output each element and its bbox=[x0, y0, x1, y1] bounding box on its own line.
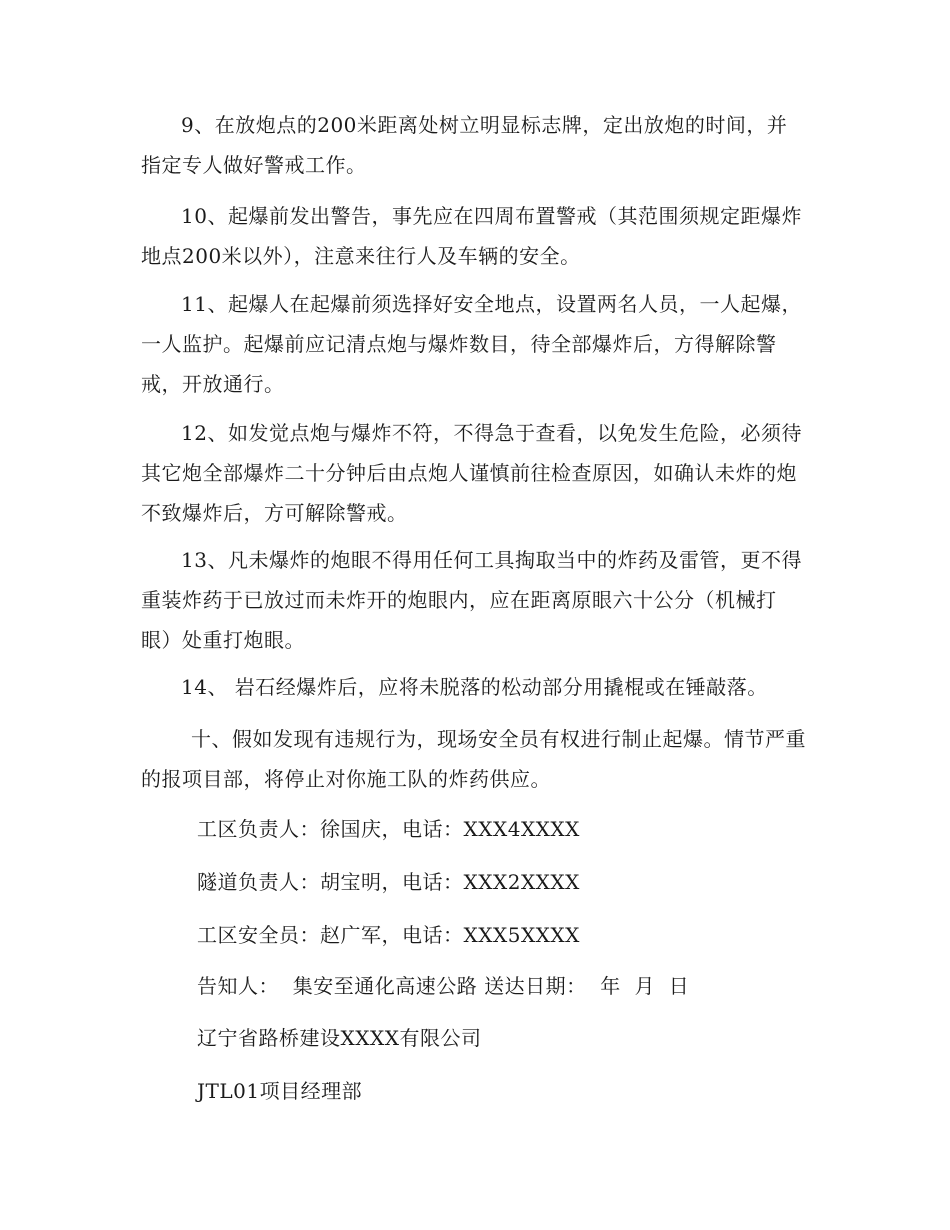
paragraph-item-11: 11、起爆人在起爆前须选择好安全地点，设置两名人员，一人起爆，一人监护。起爆前应记清点炮与爆炸数目，待全部爆炸后，方得解除警戒，开放通行。 bbox=[141, 292, 802, 396]
paragraph-item-9: 9、在放炮点的200米距离处树立明显标志牌，定出放炮的时间，并指定专人做好警戒工作。 bbox=[141, 113, 788, 177]
contact-line-site-manager: 工区负责人：徐国庆，电话：XXX4XXXX bbox=[197, 817, 580, 841]
notifier-line: 告知人： 集安至通化高速公路 送达日期： 年 月 日 bbox=[197, 974, 690, 998]
department-name: JTL01项目经理部 bbox=[197, 1079, 363, 1103]
paragraph-item-13: 13、凡未爆炸的炮眼不得用任何工具掏取当中的炸药及雷管，更不得重装炸药于已放过而未炸开的炮眼内，应在距离原眼六十公分（机械打眼）处重打炮眼。 bbox=[141, 548, 802, 652]
violation-notice: 十、假如发现有违规行为，现场安全员有权进行制止起爆。情节严重的报项目部，将停止对你施工队的炸药供应。 bbox=[141, 727, 806, 791]
paragraph-item-14: 14、 岩石经爆炸后，应将未脱落的松动部分用撬棍或在锤敲落。 bbox=[181, 675, 768, 699]
paragraph-item-10: 10、起爆前发出警告，事先应在四周布置警戒（其范围须规定距爆炸地点200米以外），注意来往行人及车辆的安全。 bbox=[141, 204, 802, 268]
contact-line-safety-officer: 工区安全员：赵广军，电话：XXX5XXXX bbox=[197, 923, 580, 947]
contact-line-tunnel-manager: 隧道负责人：胡宝明，电话：XXX2XXXX bbox=[197, 870, 580, 894]
paragraph-item-12: 12、如发觉点炮与爆炸不符，不得急于查看，以免发生危险，必须待其它炮全部爆炸二十分钟后由点炮人谨慎前往检查原因，如确认未炸的炮不致爆炸后，方可解除警戒。 bbox=[141, 421, 802, 525]
company-name: 辽宁省路桥建设XXXX有限公司 bbox=[197, 1026, 482, 1050]
